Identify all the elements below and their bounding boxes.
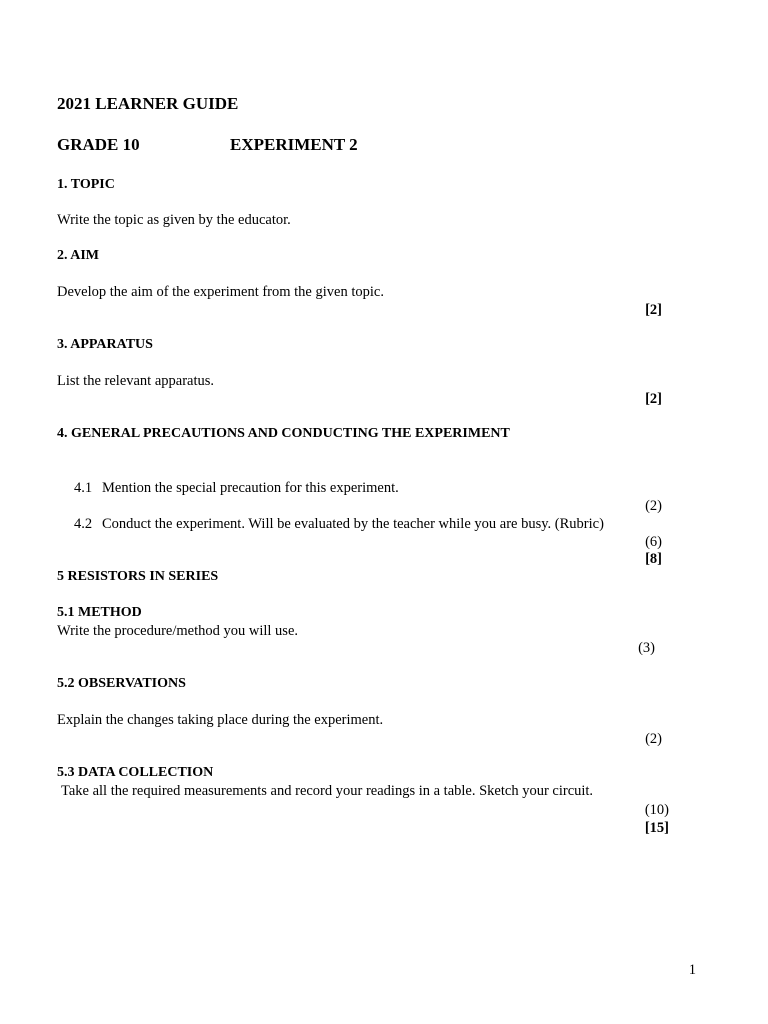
data-collection-heading: 5.3 DATA COLLECTION (57, 765, 214, 780)
resistors-heading: 5 RESISTORS IN SERIES (57, 569, 219, 584)
method-marks: (3) (638, 640, 655, 656)
method-heading: 5.1 METHOD (57, 605, 142, 620)
page-number: 1 (688, 962, 696, 978)
precautions-heading: 4. GENERAL PRECAUTIONS AND CONDUCTING THE EXPERIMENT (57, 426, 510, 441)
grade-label: GRADE 10 (57, 135, 140, 154)
topic-text: Write the topic as given by the educator. (57, 212, 291, 228)
conduct-item-text: Conduct the experiment. Will be evaluated by the teacher while you are busy. (Rubric) (102, 516, 604, 532)
observations-text: Explain the changes taking place during the experiment. (57, 712, 384, 728)
precaution-item-marks: (2) (645, 498, 662, 514)
method-text: Write the procedure/method you will use. (57, 623, 299, 639)
conduct-item-number: 4.2 (74, 516, 93, 532)
precaution-item-number: 4.1 (74, 480, 93, 496)
aim-text: Develop the aim of the experiment from the given topic. (57, 284, 384, 300)
apparatus-heading: 3. APPARATUS (57, 337, 153, 352)
apparatus-marks: [2] (645, 391, 662, 407)
apparatus-text: List the relevant apparatus. (57, 373, 215, 389)
precautions-total-marks: [8] (645, 551, 662, 567)
observations-marks: (2) (645, 731, 662, 747)
observations-heading: 5.2 OBSERVATIONS (57, 676, 186, 691)
data-collection-marks: (10) (644, 802, 669, 818)
aim-heading: 2. AIM (57, 248, 99, 263)
conduct-item-marks: (6) (645, 534, 662, 550)
topic-heading: 1. TOPIC (57, 177, 115, 192)
data-collection-text: Take all the required measurements and record your readings in a table. Sketch your circuit. (61, 783, 594, 799)
aim-marks: [2] (645, 302, 662, 318)
precaution-item-text: Mention the special precaution for this experiment. (102, 480, 399, 496)
document-title: 2021 LEARNER GUIDE (57, 94, 239, 113)
resistors-total-marks: [15] (644, 820, 669, 836)
experiment-label: EXPERIMENT 2 (230, 135, 358, 154)
